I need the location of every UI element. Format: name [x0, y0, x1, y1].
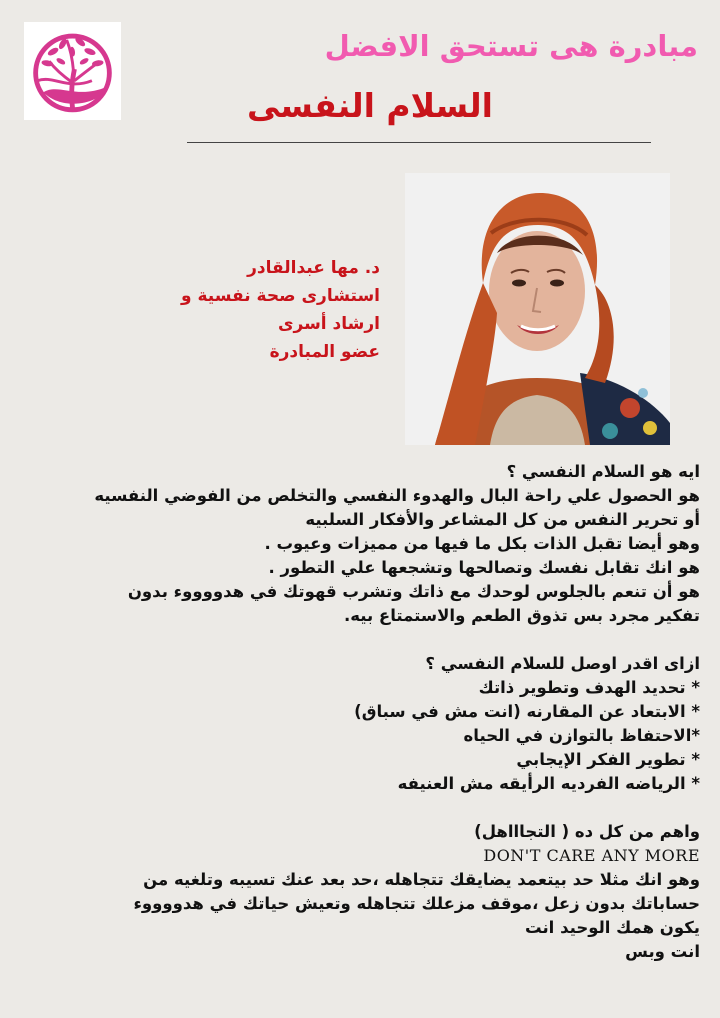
list-item: * الرياضه الفرديه الرأيقه مش العنيفه [397, 774, 700, 793]
list-item: * تطوير الفكر الإيجابي [516, 750, 700, 769]
paragraph-line: هو الحصول علي راحة البال والهدوء النفسي والتخلص من الفوضي النفسيه [94, 486, 700, 505]
section3-heading: واهم من كل ده ( التجاااهل) [474, 822, 700, 841]
list-item: * الابتعاد عن المقارنه (انت مش في سباق) [354, 702, 700, 721]
paragraph-line: حساباتك بدون زعل ،موقف مزعلك تتجاهله وتعيش حياتك في هدووووء [133, 894, 700, 913]
paragraph-line: هو انك تقابل نفسك وتصالحها وتشجعها علي التطور . [268, 558, 700, 577]
list-item: *الاحتفاظ بالتوازن في الحياه [463, 726, 700, 745]
paragraph-line: يكون همك الوحيد انت [525, 918, 700, 937]
paragraph-line: وهو أيضا تقبل الذات بكل ما فيها من مميزات وعيوب . [264, 534, 700, 553]
page-title: السلام النفسى [247, 86, 493, 125]
paragraph-line: وهو انك مثلا حد بيتعمد يضايقك تتجاهله ،حد بعد عنك تسيبه وتلغيه من [143, 870, 700, 889]
author-info [170, 254, 380, 366]
paragraph-line: هو أن تنعم بالجلوس لوحدك مع ذاتك وتشرب قهوتك في هدووووء بدون [127, 582, 700, 601]
list-item: * تحديد الهدف وتطوير ذاتك [478, 678, 700, 697]
section1-heading: ايه هو السلام النفسي ؟ [506, 462, 700, 481]
divider [187, 142, 651, 143]
author-membership: عضو المبادرة [269, 342, 380, 362]
author-role: استشارى صحة نفسية و [180, 286, 380, 306]
paragraph-line: أو تحرير النفس من كل المشاعر والأفكار السلبيه [305, 510, 700, 529]
paragraph-line: تفكير مجرد بس تذوق الطعم والاستمتاع بيه. [343, 606, 700, 625]
portrait-icon [405, 173, 670, 445]
author-portrait [405, 173, 670, 445]
author-name: د. مها عبدالقادر [247, 258, 380, 278]
english-phrase: DON'T CARE ANY MORE [483, 846, 700, 865]
initiative-subtitle: مبادرة هى تستحق الافضل [324, 29, 698, 63]
tree-circle-logo-icon [24, 22, 121, 120]
author-role-2: ارشاد أسرى [277, 314, 380, 334]
article-body [30, 460, 700, 964]
section2-heading: ازاى اقدر اوصل للسلام النفسي ؟ [425, 654, 700, 673]
paragraph-line: انت وبس [625, 942, 700, 961]
logo [24, 22, 121, 120]
